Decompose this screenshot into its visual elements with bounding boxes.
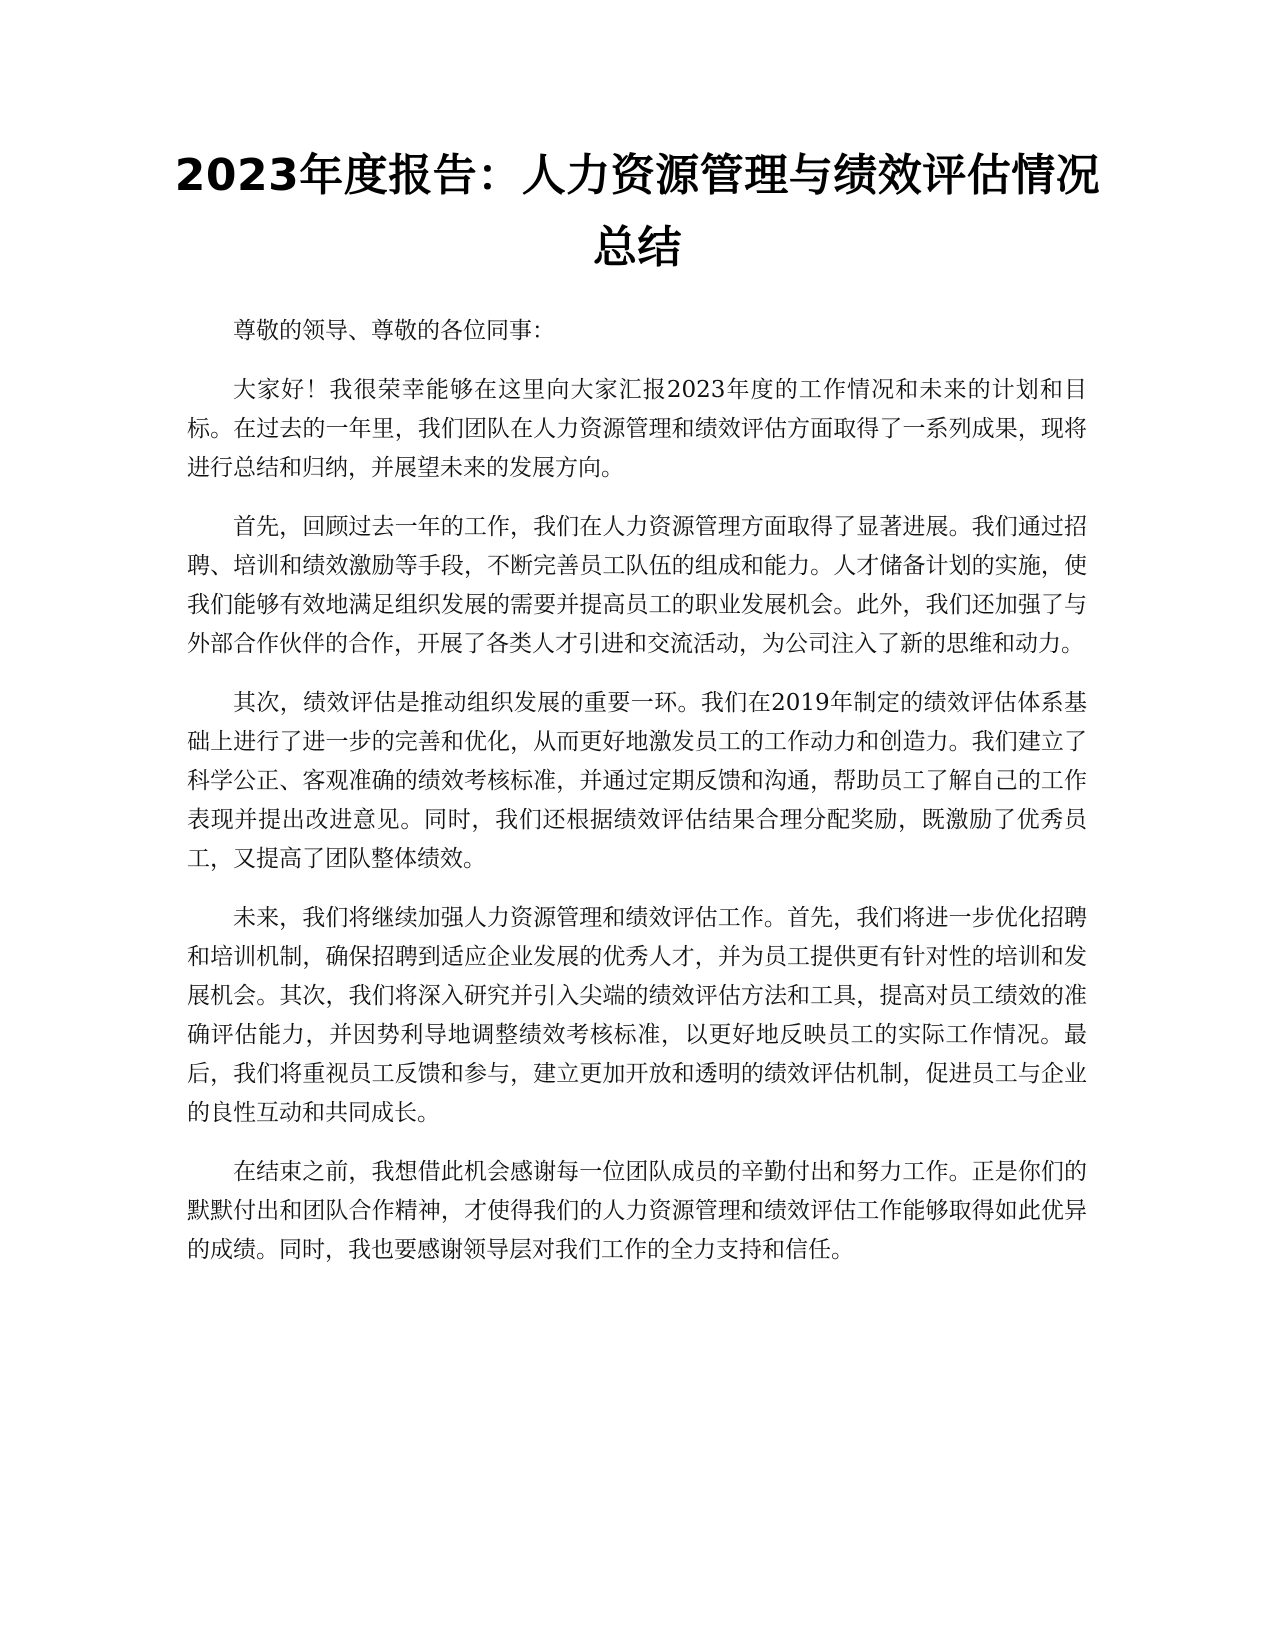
document-title: 2023年度报告：人力资源管理与绩效评估情况总结 [174, 150, 1101, 273]
paragraph-salutation: 尊敬的领导、尊敬的各位同事： [233, 318, 555, 344]
paragraph-hr-review: 首先，回顾过去一年的工作，我们在人力资源管理方面取得了显著进展。我们通过招聘、培训和绩效激励等手段，不断完善员工队伍的组成和能力。人才储备计划的实施，使我们能够有效地满足组织发展的需要并提高员工的职业发展机会。此外，我们还加强了与外部合作伙伴的合作，开展了各类人才引进和交流活动，为公司注入了新的思维和动力。 [187, 514, 1087, 657]
paragraph-thanks: 在结束之前，我想借此机会感谢每一位团队成员的辛勤付出和努力工作。正是你们的默默付出和团队合作精神，才使得我们的人力资源管理和绩效评估工作能够取得如此优异的成绩。同时，我也要感谢领导层对我们工作的全力支持和信任。 [187, 1159, 1087, 1263]
paragraph-future-plans: 未来，我们将继续加强人力资源管理和绩效评估工作。首先，我们将进一步优化招聘和培训机制，确保招聘到适应企业发展的优秀人才，并为员工提供更有针对性的培训和发展机会。其次，我们将深入研究并引入尖端的绩效评估方法和工具，提高对员工绩效的准确评估能力，并因势利导地调整绩效考核标准，以更好地反映员工的实际工作情况。最后，我们将重视员工反馈和参与，建立更加开放和透明的绩效评估机制，促进员工与企业的良性互动和共同成长。 [187, 905, 1087, 1126]
paragraph-greeting: 大家好！我很荣幸能够在这里向大家汇报2023年度的工作情况和未来的计划和目标。在过去的一年里，我们团队在人力资源管理和绩效评估方面取得了一系列成果，现将进行总结和归纳，并展望未来的发展方向。 [187, 377, 1087, 481]
paragraph-performance-review: 其次，绩效评估是推动组织发展的重要一环。我们在2019年制定的绩效评估体系基础上进行了进一步的完善和优化，从而更好地激发员工的工作动力和创造力。我们建立了科学公正、客观准确的绩效考核标准，并通过定期反馈和沟通，帮助员工了解自己的工作表现并提出改进意见。同时，我们还根据绩效评估结果合理分配奖励，既激励了优秀员工，又提高了团队整体绩效。 [187, 690, 1087, 872]
document-body [187, 312, 1087, 1290]
